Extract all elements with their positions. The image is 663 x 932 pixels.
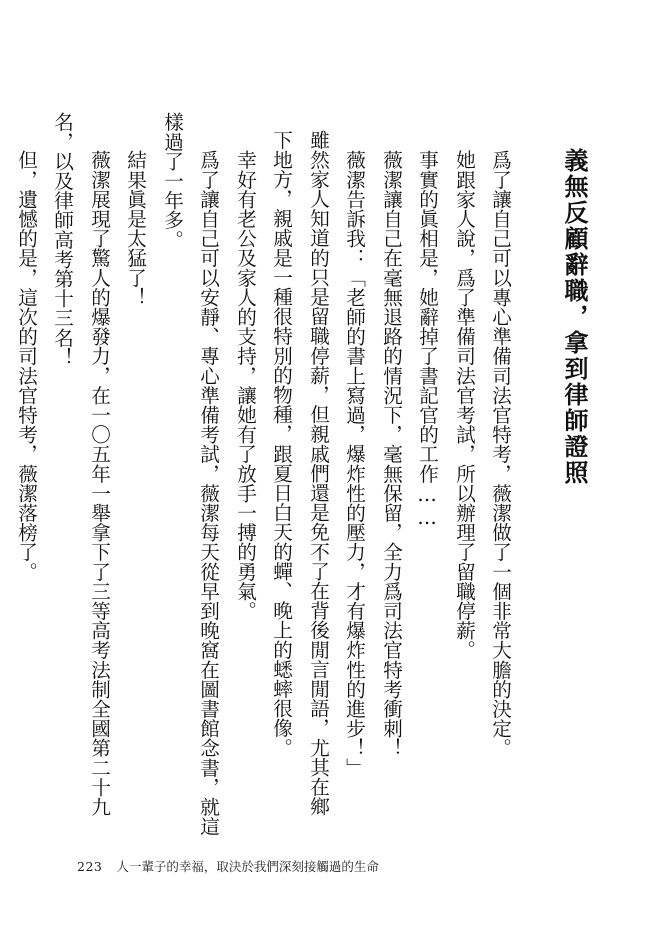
body-column-2: 她跟家人說，爲了準備司法官考試，所以辦理了留職停薪。 (452, 150, 476, 660)
body-column-6: 雖然家人知道的只是留職停薪，但親戚們還是免不了在背後閒言閒語，尤其在鄉 (306, 130, 330, 816)
body-column-1: 爲了讓自己可以專心準備司法官特考，薇潔做了一個非常大膽的決定。 (488, 150, 512, 758)
body-column-11: 結果眞是太猛了！ (123, 150, 147, 307)
body-column-10: 樣過了一年多。 (160, 112, 184, 250)
body-column-14: 但，遺憾的是，這次的司法官特考，薇潔落榜了。 (14, 150, 38, 582)
body-column-8: 幸好有老公及家人的支持，讓她有了放手一搏的勇氣。 (233, 150, 257, 621)
body-column-12: 薇潔展現了驚人的爆發力，在一〇五年一舉拿下了三等高考法制全國第二十九 (87, 150, 111, 817)
body-column-13: 名，以及律師高考第十三名！ (50, 112, 74, 367)
body-column-3: 事實的眞相是，她辭掉了書記官的工作…… (415, 150, 439, 530)
body-column-7: 下地方，親戚是一種很特別的物種，跟夏日白天的蟬、晚上的蟋蟀很像。 (269, 130, 293, 758)
section-title: 義無反顧辭職，拿到律師證照 (560, 148, 588, 486)
body-column-4: 薇潔讓自己在毫無退路的情況下，毫無保留，全力爲司法官特考衝刺！ (379, 150, 403, 758)
page-footer (77, 857, 379, 875)
page-number: 223 (77, 859, 103, 874)
body-column-9: 爲了讓自己可以安靜、專心準備考試，薇潔每天從早到晚窩在圖書館念書，就這 (196, 150, 220, 836)
running-title: 人一輩子的幸福，取決於我們深刻接觸過的生命 (116, 859, 379, 874)
body-column-5: 薇潔告訴我：「老師的書上寫過，爆炸性的壓力，才有爆炸性的進步！」 (342, 150, 366, 778)
